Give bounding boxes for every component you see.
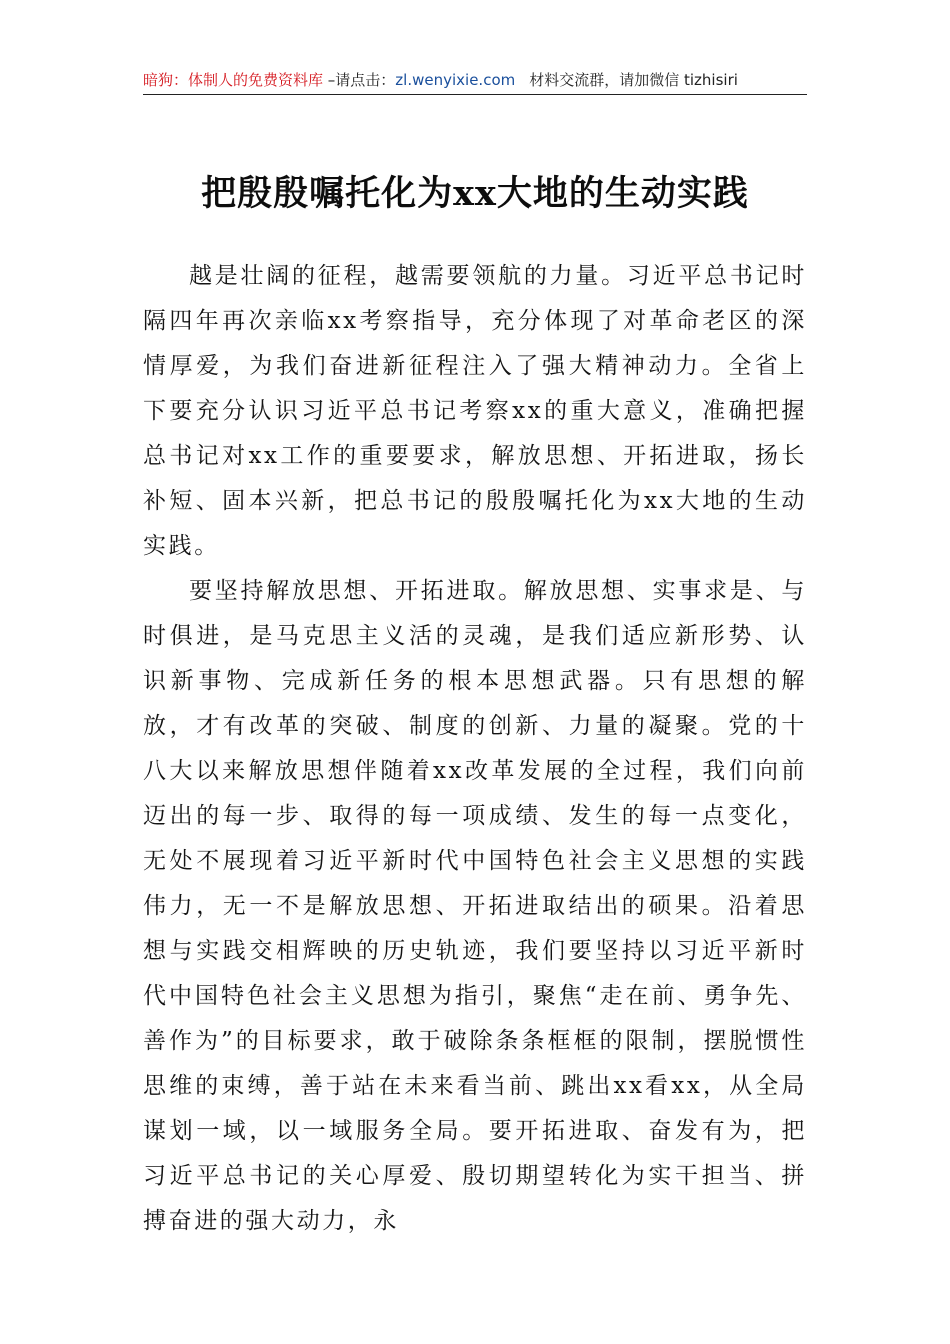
- document-body: [143, 254, 807, 1244]
- header-site-name: 暗狗：体制人的免费资料库: [143, 71, 324, 89]
- page-header: [143, 70, 807, 95]
- paragraph-2: 要坚持解放思想、开拓进取。解放思想、实事求是、与时俱进，是马克思主义活的灵魂，是我们适应新形势、认识新事物、完成新任务的根本思想武器。只有思想的解放，才有改革的突破、制度的创新、力量的凝聚。党的十八大以来解放思想伴随着xx改革发展的全过程，我们向前迈出的每一步、取得的每一项成绩、发生的每一点变化，无处不展现着习近平新时代中国特色社会主义思想的实践伟力，无一不是解放思想、开拓进取结出的硕果。沿着思想与实践交相辉映的历史轨迹，我们要坚持以习近平新时代中国特色社会主义思想为指引，聚焦“走在前、勇争先、善作为”的目标要求，敢于破除条条框框的限制，摆脱惯性思维的束缚，善于站在未来看当前、跳出xx看xx，从全局谋划一域，以一域服务全局。要开拓进取、奋发有为，把习近平总书记的关心厚爱、殷切期望转化为实干担当、拼搏奋进的强大动力，永: [143, 578, 807, 1234]
- header-wechat-note: 材料交流群，请加微信 tizhisiri: [529, 71, 738, 89]
- document-title: 把殷殷嘱托化为xx大地的生动实践: [201, 173, 749, 214]
- header-link[interactable]: zl.wenyixie.com: [395, 71, 516, 89]
- header-click-prompt: –请点击：: [323, 71, 396, 89]
- paragraph-1: 越是壮阔的征程，越需要领航的力量。习近平总书记时隔四年再次亲临xx考察指导，充分体现了对革命老区的深情厚爱，为我们奋进新征程注入了强大精神动力。全省上下要充分认识习近平总书记考察xx的重大意义，准确把握总书记对xx工作的重要要求，解放思想、开拓进取，扬长补短、固本兴新，把总书记的殷殷嘱托化为xx大地的生动实践。: [143, 263, 807, 559]
